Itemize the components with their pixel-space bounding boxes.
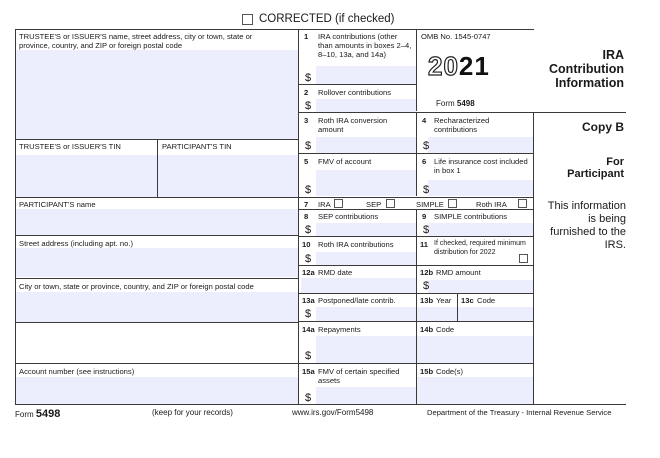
form-label: Form bbox=[436, 99, 455, 108]
grid-h-left1 bbox=[15, 139, 298, 140]
box11-label: If checked, required minimum distribution for 2022 bbox=[434, 240, 526, 256]
box11-number: 11 bbox=[420, 240, 429, 249]
box12a-label: RMD date bbox=[318, 268, 353, 277]
grid-col2a bbox=[416, 29, 417, 111]
box7-simple-checkbox[interactable] bbox=[448, 199, 457, 208]
box14a-dollar: $ bbox=[305, 350, 312, 362]
box3-dollar: $ bbox=[305, 140, 312, 152]
box4-dollar: $ bbox=[423, 140, 430, 152]
box7-sep-label: SEP bbox=[366, 200, 382, 209]
grid-col4 bbox=[457, 293, 458, 321]
box10-label: Roth IRA contributions bbox=[318, 240, 394, 249]
trustee-label: TRUSTEE'S or ISSUER'S name, street address, city or town, state or province, country, and ZIP or foreign postal code bbox=[19, 32, 253, 50]
box10-number: 10 bbox=[302, 240, 311, 249]
box12b-label: RMD amount bbox=[436, 268, 481, 277]
grid-h-m7 bbox=[298, 265, 533, 266]
box6-number: 6 bbox=[422, 157, 427, 166]
box1-field[interactable] bbox=[316, 66, 416, 84]
footer-keep: (keep for your records) bbox=[152, 408, 233, 417]
box7-ira-checkbox[interactable] bbox=[334, 199, 343, 208]
form-title-line3: Information bbox=[555, 76, 624, 90]
box5-dollar: $ bbox=[305, 184, 312, 196]
corrected-checkbox[interactable] bbox=[242, 14, 253, 25]
grid-col1 bbox=[298, 29, 299, 405]
for-line2: Participant bbox=[567, 168, 624, 180]
box12a-field[interactable] bbox=[301, 278, 416, 293]
box10-field[interactable] bbox=[316, 252, 416, 265]
box15a-dollar: $ bbox=[305, 392, 312, 404]
box7-simple-label: SIMPLE bbox=[416, 200, 444, 209]
box13a-dollar: $ bbox=[305, 308, 312, 320]
participant-tin-field[interactable] bbox=[158, 155, 298, 197]
box12b-number: 12b bbox=[420, 268, 434, 277]
grid-h-m9 bbox=[298, 321, 533, 322]
omb-number: OMB No. 1545-0747 bbox=[421, 32, 491, 41]
box1-number: 1 bbox=[304, 32, 309, 41]
footer-form-label: Form bbox=[15, 410, 34, 419]
box9-number: 9 bbox=[422, 212, 427, 221]
box13c-field[interactable] bbox=[458, 307, 533, 321]
box13b-number: 13b bbox=[420, 296, 434, 305]
tax-year bbox=[428, 52, 490, 80]
tax-year-suffix: 21 bbox=[458, 51, 490, 81]
box15a-label: FMV of certain specified assets bbox=[318, 367, 400, 385]
box3-field[interactable] bbox=[316, 137, 416, 153]
city-label: City or town, state or province, country, and ZIP or foreign postal code bbox=[19, 282, 254, 291]
box12a-number: 12a bbox=[302, 268, 315, 277]
for-line1: For bbox=[606, 156, 624, 168]
footer-department: Department of the Treasury - Internal Revenue Service bbox=[427, 408, 612, 417]
form-number: 5498 bbox=[456, 99, 475, 108]
grid-col2c bbox=[416, 209, 417, 405]
box13a-label: Postponed/late contrib. bbox=[318, 296, 396, 305]
box12b-dollar: $ bbox=[423, 280, 430, 292]
grid-h-left3 bbox=[15, 235, 298, 236]
box3-number: 3 bbox=[304, 116, 309, 125]
box6-dollar: $ bbox=[423, 184, 430, 196]
box9-label: SIMPLE contributions bbox=[434, 212, 508, 221]
grid-col-tin bbox=[157, 139, 158, 197]
box8-label: SEP contributions bbox=[318, 212, 379, 221]
box15b-field[interactable] bbox=[417, 377, 533, 404]
box4-number: 4 bbox=[422, 116, 427, 125]
box4-field[interactable] bbox=[428, 137, 533, 153]
grid-h-m1 bbox=[298, 84, 416, 85]
box2-field[interactable] bbox=[316, 99, 416, 113]
box14b-label: Code bbox=[436, 325, 455, 334]
box1-label: IRA contributions (other than amounts in boxes 2–4, 8–10, 13a, and 14a) bbox=[318, 32, 412, 59]
box15a-field[interactable] bbox=[316, 387, 416, 404]
box14b-field[interactable] bbox=[417, 336, 533, 363]
box14a-field[interactable] bbox=[316, 336, 416, 363]
participant-name-label: PARTICIPANT'S name bbox=[19, 200, 96, 209]
grid-h-m8 bbox=[298, 293, 533, 294]
grid-col3 bbox=[533, 112, 534, 405]
box5-label: FMV of account bbox=[318, 157, 372, 166]
box13a-number: 13a bbox=[302, 296, 315, 305]
box12b-field[interactable] bbox=[428, 280, 533, 293]
box13a-field[interactable] bbox=[316, 307, 416, 321]
street-label: Street address (including apt. no.) bbox=[19, 239, 133, 248]
grid-h-m5 bbox=[298, 209, 533, 210]
grid-h-m3 bbox=[298, 153, 533, 154]
box5-field[interactable] bbox=[316, 170, 416, 196]
account-field[interactable] bbox=[15, 377, 298, 404]
account-label: Account number (see instructions) bbox=[19, 367, 135, 376]
box9-field[interactable] bbox=[428, 223, 533, 236]
grid-h-m2 bbox=[298, 112, 626, 113]
box2-dollar: $ bbox=[305, 100, 312, 112]
irs-notice: This information is being furnished to the IRS. bbox=[547, 200, 626, 251]
box14a-number: 14a bbox=[302, 325, 315, 334]
footer-form-number: 5498 bbox=[35, 408, 61, 420]
box1-dollar: $ bbox=[305, 72, 312, 84]
grid-col2b bbox=[416, 112, 417, 196]
box4-label: Recharacterized contributions bbox=[434, 116, 490, 134]
grid-h-left4 bbox=[15, 278, 298, 279]
street-field[interactable] bbox=[15, 248, 298, 277]
box6-label: Life insurance cost included in box 1 bbox=[434, 157, 528, 175]
form-title-line2: Contribution bbox=[549, 62, 624, 76]
box15b-number: 15b bbox=[420, 367, 434, 376]
grid-left bbox=[15, 29, 16, 405]
participant-name-field[interactable] bbox=[15, 209, 298, 235]
form-id bbox=[436, 99, 475, 108]
box10-dollar: $ bbox=[305, 253, 312, 265]
tax-year-prefix: 20 bbox=[428, 51, 459, 81]
box13b-label: Year bbox=[436, 296, 452, 305]
box13c-label: Code bbox=[477, 296, 496, 305]
box15a-number: 15a bbox=[302, 367, 315, 376]
box13b-field[interactable] bbox=[417, 307, 457, 321]
grid-h-left2 bbox=[15, 197, 298, 198]
trustee-tin-label: TRUSTEE'S or ISSUER'S TIN bbox=[19, 142, 121, 151]
box2-label: Rollover contributions bbox=[318, 88, 392, 97]
trustee-name-field[interactable] bbox=[15, 50, 298, 139]
city-field[interactable] bbox=[15, 292, 298, 322]
box7-roth-label: Roth IRA bbox=[476, 200, 507, 209]
box13c-number: 13c bbox=[461, 296, 474, 305]
box8-field[interactable] bbox=[316, 223, 416, 236]
box14a-label: Repayments bbox=[318, 325, 361, 334]
box3-label: Roth IRA conversion amount bbox=[318, 116, 388, 134]
box8-dollar: $ bbox=[305, 224, 312, 236]
footer-form bbox=[15, 408, 60, 420]
copy-label: Copy B bbox=[582, 120, 624, 134]
box7-number: 7 bbox=[304, 200, 309, 209]
box15b-label: Code(s) bbox=[436, 367, 464, 376]
grid-h-left6 bbox=[15, 363, 298, 364]
participant-tin-label: PARTICIPANT'S TIN bbox=[162, 142, 232, 151]
grid-top bbox=[15, 29, 534, 30]
box14b-number: 14b bbox=[420, 325, 434, 334]
form-title-line1: IRA bbox=[602, 48, 624, 62]
grid-h-left5 bbox=[15, 322, 298, 323]
box9-dollar: $ bbox=[423, 224, 430, 236]
box6-field[interactable] bbox=[428, 180, 533, 196]
box2-number: 2 bbox=[304, 88, 309, 97]
box7-sep-checkbox[interactable] bbox=[386, 199, 395, 208]
box5-number: 5 bbox=[304, 157, 309, 166]
box7-roth-checkbox[interactable] bbox=[518, 199, 527, 208]
grid-bottom bbox=[15, 404, 626, 405]
box8-number: 8 bbox=[304, 212, 309, 221]
grid-h-m6 bbox=[298, 236, 533, 237]
corrected-label: CORRECTED (if checked) bbox=[259, 13, 395, 25]
box7-ira-label: IRA bbox=[318, 200, 331, 209]
box11-checkbox[interactable] bbox=[519, 254, 528, 263]
footer-url[interactable]: www.irs.gov/Form5498 bbox=[292, 408, 374, 417]
grid-h-m4 bbox=[298, 197, 533, 198]
grid-h-m10 bbox=[298, 363, 533, 364]
trustee-tin-field[interactable] bbox=[15, 155, 157, 197]
